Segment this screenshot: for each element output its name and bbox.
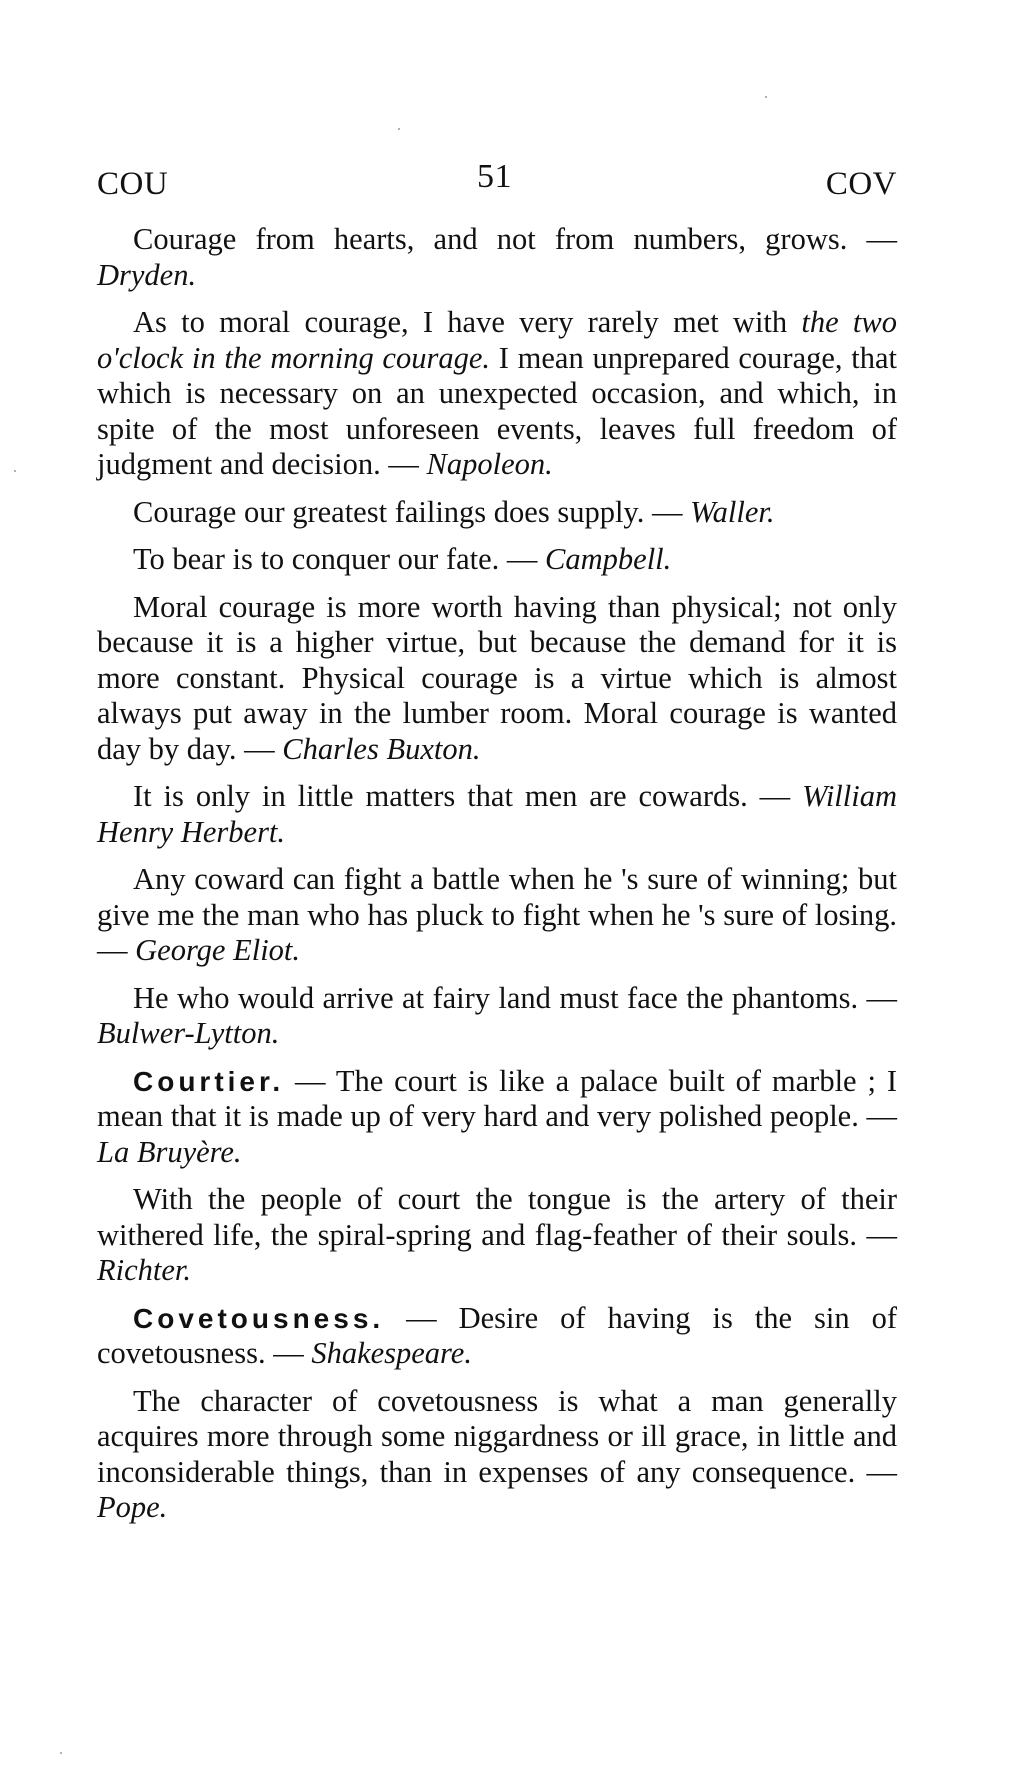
quote-8: He who would arrive at fairy land must face the phantoms. — Bulwer-Lytton. — [97, 980, 897, 1050]
header-left-guideword: COU — [97, 166, 169, 202]
paper-speck — [765, 96, 767, 98]
quote-author: Bulwer-Lytton. — [97, 1016, 280, 1050]
entry-heading-courtier: Courtier. — [133, 1065, 285, 1097]
quote-11-covetousness: Covetousness. — Desire of having is the sin of covetousness. — Shakespeare. — [97, 1300, 897, 1370]
quote-author: Pope. — [97, 1490, 168, 1524]
quote-6: It is only in little matters that men are cowards. — William Henry Herbert. — [97, 779, 897, 849]
page-number: 51 — [477, 158, 512, 195]
quote-author: Campbell. — [545, 542, 672, 576]
quote-9-courtier: Courtier. — The court is like a palace built of marble ; I mean that it is made up of very hard and very polished people. — La Bruyère. — [97, 1063, 898, 1169]
header-right-guideword: COV — [825, 166, 897, 202]
quote-3: Courage our greatest failings does supply. — Waller. — [133, 494, 775, 529]
quote-5: Moral courage is more worth having than physical; not only because it is a higher virtue, but because the demand for it is more constant. Physical courage is a virtue which is almost always put away in the lumber room. Moral courage is wanted day by day. — Charles Buxton. — [97, 589, 897, 766]
quote-author: Shakespeare. — [311, 1336, 472, 1370]
quote-1: Courage from hearts, and not from numbers, grows. — Dryden. — [97, 222, 898, 292]
quote-author: Richter. — [97, 1253, 192, 1287]
quote-7: Any coward can fight a battle when he 's sure of winning; but give me the man who has pluck to fight when he 's sure of losing. — George Eliot. — [97, 862, 897, 967]
quote-author: Waller. — [690, 494, 775, 529]
quote-10: With the people of court the tongue is the artery of their withered life, the spiral-spring and flag-feather of their souls. — Richter. — [97, 1182, 897, 1287]
quote-2: As to moral courage, I have very rarely met with the two o'clock in the morning courage. I mean unprepared courage, that which is necessary on an unexpected occasion, and which, in spite of the most unforeseen events, leaves full freedom of judgment and decision. — Napoleon. — [97, 305, 897, 481]
quote-author: Charles Buxton. — [282, 731, 481, 766]
paper-speck — [14, 470, 16, 472]
quotations-body — [97, 222, 897, 1538]
quote-4: To bear is to conquer our fate. — Campbell. — [133, 542, 672, 576]
quote-author: La Bruyère. — [97, 1134, 242, 1169]
italic-phrase: the two o'clock in the morning courage. — [97, 305, 897, 375]
paper-speck — [398, 128, 400, 130]
quote-12: The character of covetousness is what a man generally acquires more through some niggardness or ill grace, in little and inconsiderable things, than in expenses of any consequence. — Pope. — [97, 1383, 897, 1524]
entry-heading-covetousness: Covetousness. — [133, 1302, 385, 1334]
quote-author: Dryden. — [97, 257, 197, 292]
running-header — [97, 158, 897, 202]
quote-author: George Eliot. — [135, 933, 301, 967]
quote-author: William Henry Herbert. — [97, 779, 897, 849]
quote-author: Napoleon. — [426, 447, 553, 481]
paper-speck — [60, 1752, 62, 1754]
